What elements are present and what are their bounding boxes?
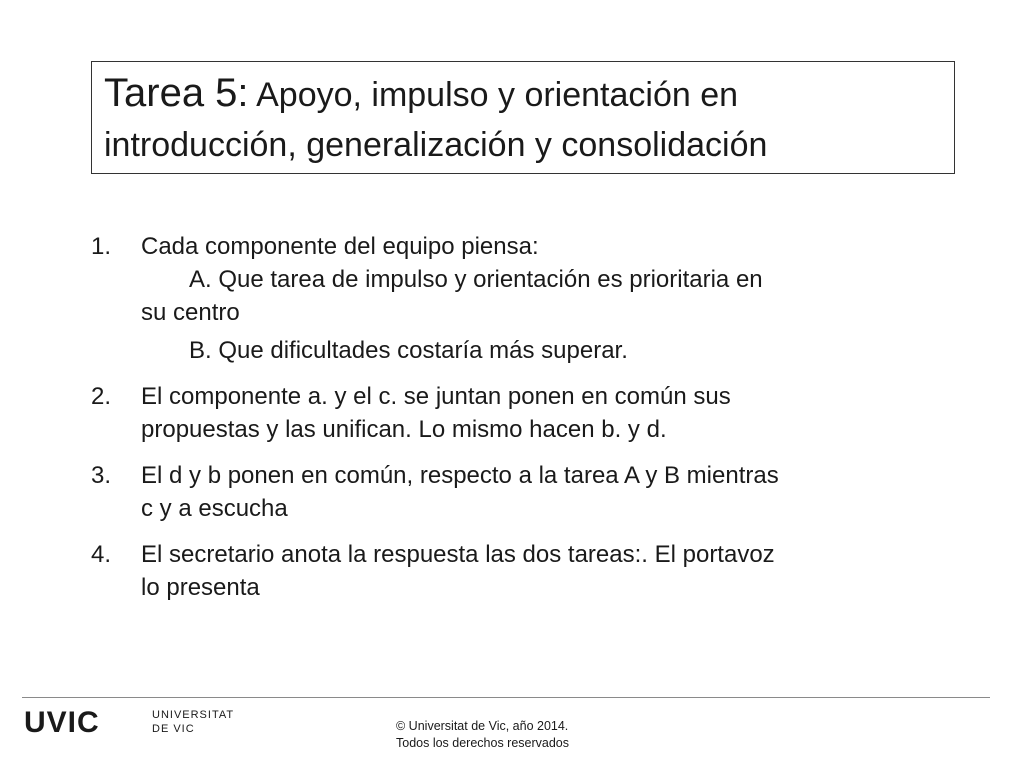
item-number: 4. (91, 541, 112, 568)
sub-item-b: B. Que dificultades costaría más superar. (189, 337, 628, 364)
sub-item-a-cont: su centro (141, 299, 240, 326)
copyright-line-1: © Universitat de Vic, año 2014. (396, 719, 569, 733)
title-lead: Tarea 5: (104, 71, 249, 115)
logo-line-2: DE VIC (152, 723, 195, 735)
list-item (91, 230, 921, 367)
copyright-notice (396, 718, 569, 752)
logo-text (152, 708, 234, 736)
item-text-cont: propuestas y las unifican. Lo mismo hacen b. y d. (141, 416, 667, 443)
item-number: 3. (91, 462, 112, 489)
slide-title (91, 61, 955, 174)
logo-line-1: UNIVERSITAT (152, 709, 235, 721)
item-text: El componente a. y el c. se juntan ponen en común sus (141, 383, 731, 410)
item-text: Cada componente del equipo piensa: (141, 233, 539, 260)
item-text: El secretario anota la respuesta las dos tareas:. El portavoz (141, 541, 775, 568)
item-number: 2. (91, 383, 112, 410)
item-text-cont: c y a escucha (141, 495, 288, 522)
list-item (91, 380, 921, 446)
title-line-2: introducción, generalización y consolidación (104, 126, 768, 164)
logo-word: UVIC (24, 706, 100, 739)
task-list (91, 230, 921, 604)
sub-item-a: A. Que tarea de impulso y orientación es prioritaria en (189, 266, 763, 293)
list-item (91, 459, 921, 525)
footer-divider (22, 697, 990, 698)
list-item (91, 538, 921, 604)
item-text-cont: lo presenta (141, 574, 260, 601)
title-line-1 (104, 68, 954, 120)
title-rest: Apoyo, impulso y orientación en (248, 76, 739, 114)
item-text: El d y b ponen en común, respecto a la tarea A y B mientras (141, 462, 779, 489)
item-number: 1. (91, 233, 112, 260)
copyright-line-2: Todos los derechos reservados (396, 736, 570, 750)
